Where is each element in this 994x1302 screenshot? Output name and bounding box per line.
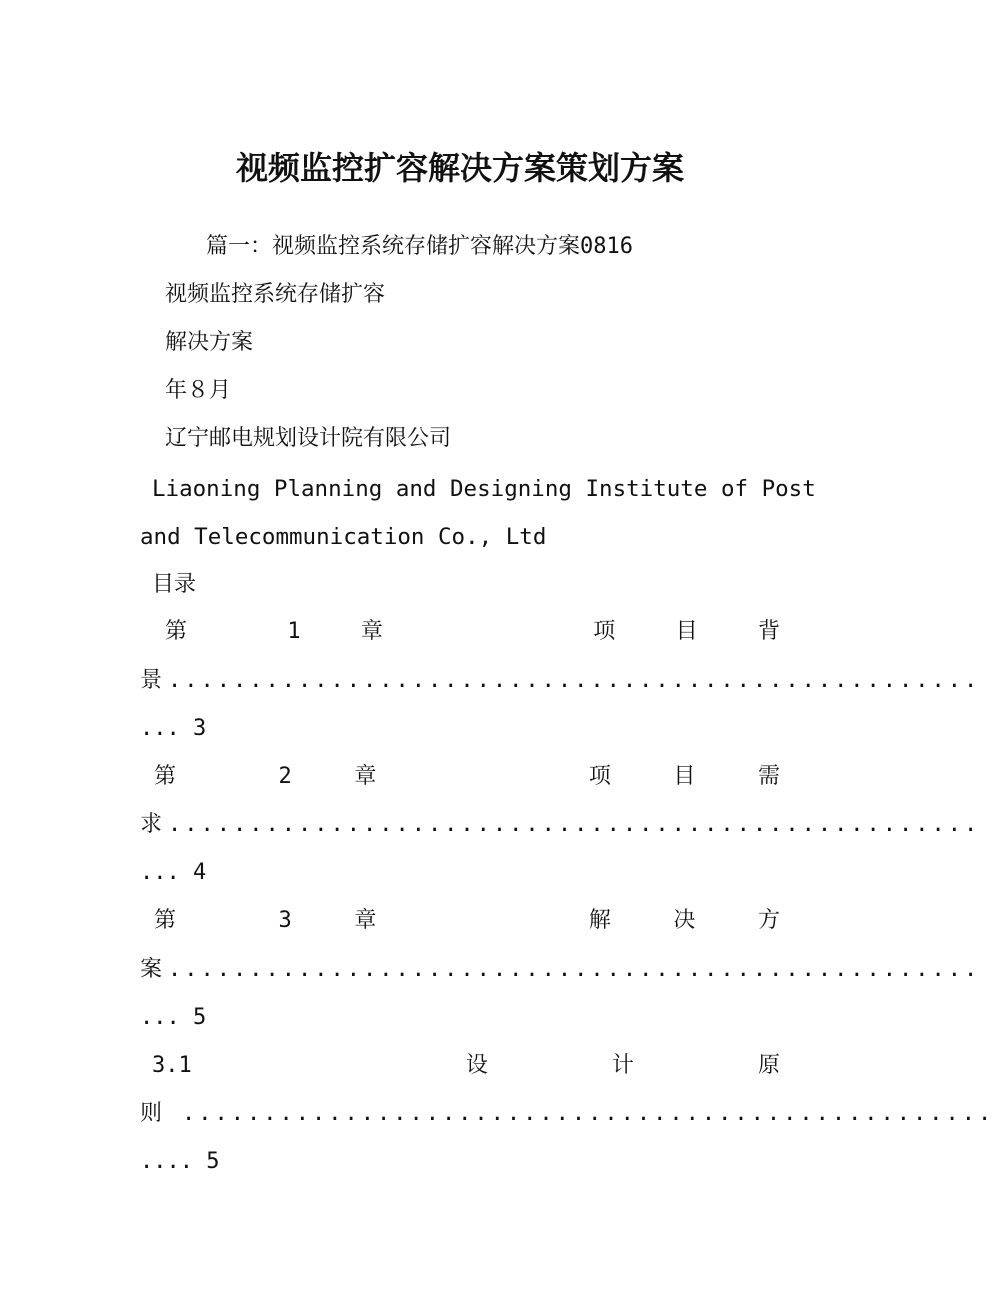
toc-word: 方 xyxy=(757,908,780,933)
document-title: 视频监控扩容解决方案策划方案 xyxy=(235,149,684,187)
cover-date: 年８月 xyxy=(165,378,232,403)
toc-word: 原 xyxy=(757,1053,780,1078)
toc-word: 章 xyxy=(354,908,377,933)
dot-leader: .................................................. xyxy=(168,957,981,982)
toc-word: 设 xyxy=(465,1053,488,1078)
toc-entry-1-leader xyxy=(140,666,981,696)
toc-entry-4-leader xyxy=(140,1099,994,1129)
toc-entry-3-page: ... 5 xyxy=(140,1005,207,1030)
toc-entry-4-page: .... 5 xyxy=(140,1149,220,1174)
toc-word: 3.1 xyxy=(152,1053,192,1078)
toc-word: 章 xyxy=(354,764,377,789)
company-name-en-line-1: Liaoning Planning and Designing Institute of Post xyxy=(152,476,816,502)
toc-word: 3 xyxy=(278,908,292,933)
dot-leader: .................................................. xyxy=(182,1101,994,1126)
toc-heading: 目录 xyxy=(152,572,197,597)
toc-entry-1-title[interactable] xyxy=(165,617,780,647)
toc-entry-4-title[interactable] xyxy=(152,1051,780,1081)
toc-word: 求 xyxy=(140,812,163,837)
toc-word: 则 xyxy=(140,1101,163,1126)
toc-word: 第 xyxy=(154,764,177,789)
cover-line-1: 视频监控系统存储扩容 xyxy=(165,282,386,307)
company-name-en-line-2: and Telecommunication Co., Ltd xyxy=(140,524,547,550)
toc-word: 1 xyxy=(287,619,301,644)
toc-word: 项 xyxy=(593,619,616,644)
toc-word: 第 xyxy=(154,908,177,933)
toc-entry-1-page: ... 3 xyxy=(140,716,207,741)
toc-word: 计 xyxy=(611,1053,634,1078)
cover-line-2: 解决方案 xyxy=(165,330,254,355)
toc-entry-3-leader xyxy=(140,955,981,985)
toc-entry-2-page: ... 4 xyxy=(140,860,207,885)
toc-entry-2-leader xyxy=(140,810,981,840)
toc-word: 目 xyxy=(675,619,698,644)
toc-word: 景 xyxy=(140,668,163,693)
dot-leader: .................................................. xyxy=(168,812,981,837)
toc-word: 章 xyxy=(360,619,383,644)
dot-leader: .................................................. xyxy=(168,668,981,693)
toc-word: 项 xyxy=(588,764,611,789)
toc-word: 背 xyxy=(757,619,780,644)
toc-word: 2 xyxy=(278,764,292,789)
toc-word: 需 xyxy=(757,764,780,789)
toc-word: 决 xyxy=(673,908,696,933)
toc-word: 第 xyxy=(165,619,188,644)
toc-word: 案 xyxy=(140,957,163,982)
toc-entry-2-title[interactable] xyxy=(154,762,780,792)
subtitle: 篇一：视频监控系统存储扩容解决方案0816 xyxy=(206,234,633,259)
company-name-cn: 辽宁邮电规划设计院有限公司 xyxy=(165,426,452,451)
toc-word: 解 xyxy=(588,908,611,933)
toc-entry-3-title[interactable] xyxy=(154,906,780,936)
toc-word: 目 xyxy=(673,764,696,789)
